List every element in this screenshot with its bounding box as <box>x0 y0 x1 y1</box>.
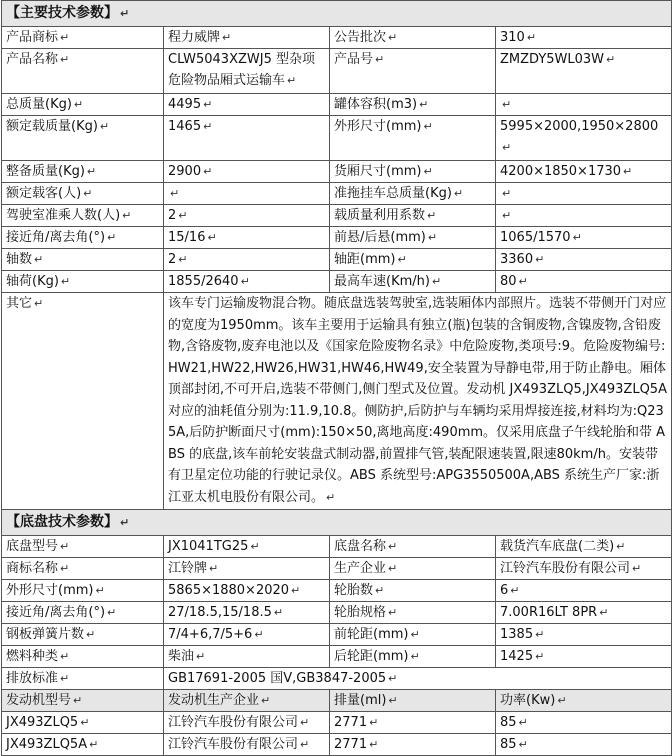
spec-row <box>2 49 672 94</box>
emission-row <box>2 668 672 690</box>
paragraph-mark: ↵ <box>375 584 385 597</box>
param-value <box>164 116 330 161</box>
param-value <box>164 49 330 94</box>
engine-model-text: JX493ZLQ5A <box>6 737 88 752</box>
param-value-text: 2 <box>168 252 177 267</box>
chassis-value <box>164 646 330 668</box>
chassis-value <box>496 646 672 668</box>
paragraph-mark: ↵ <box>423 165 433 178</box>
engine-manufacturer-text: 江铃汽车股份有限公司 <box>168 715 299 730</box>
chassis-value-text: 柴油 <box>168 649 195 664</box>
param-label-text: 最高车速(Km/h) <box>334 274 430 289</box>
paragraph-mark: ↵ <box>99 120 110 133</box>
chassis-label-text: 接近角/离去角(°) <box>6 605 106 620</box>
param-value <box>164 94 330 116</box>
param-value <box>164 249 330 271</box>
param-label <box>2 49 164 94</box>
chassis-row <box>2 558 672 580</box>
param-label-text: 前悬/后悬(mm) <box>334 230 426 245</box>
other-label <box>2 293 164 510</box>
engine-power <box>496 712 672 734</box>
paragraph-mark: ↵ <box>89 738 99 751</box>
chassis-label <box>2 602 164 624</box>
paragraph-mark: ↵ <box>410 628 420 641</box>
engine-power <box>496 734 672 756</box>
chassis-value-text: 6 <box>500 583 509 598</box>
section-title-main <box>2 1 672 27</box>
paragraph-mark: ↵ <box>369 716 379 729</box>
paragraph-mark: ↵ <box>86 165 97 178</box>
chassis-label <box>330 580 496 602</box>
chassis-row <box>2 536 672 558</box>
param-value <box>164 27 330 49</box>
chassis-value-text: 1425 <box>500 649 534 664</box>
emission-value <box>164 668 672 690</box>
engine-row <box>2 712 672 734</box>
param-value-text: 15/16 <box>168 230 206 245</box>
chassis-value <box>496 624 672 646</box>
chassis-value <box>496 602 672 624</box>
paragraph-mark: ↵ <box>254 628 264 641</box>
paragraph-mark: ↵ <box>423 120 433 133</box>
param-label <box>330 49 496 94</box>
param-value <box>496 49 672 94</box>
section-header-main <box>2 1 672 27</box>
engine-column-header <box>164 690 330 712</box>
param-label <box>330 205 496 227</box>
paragraph-mark: ↵ <box>623 165 633 178</box>
param-value-text: 程力威牌 <box>168 30 221 45</box>
param-value <box>496 249 672 271</box>
chassis-label-text: 外形尺寸(mm) <box>6 583 94 598</box>
paragraph-mark: ↵ <box>222 31 232 44</box>
paragraph-mark: ↵ <box>502 141 512 154</box>
engine-column-header <box>2 690 164 712</box>
engine-model <box>2 712 164 734</box>
param-label <box>2 161 164 183</box>
paragraph-mark: ↵ <box>273 606 284 619</box>
paragraph-mark: ↵ <box>80 716 90 729</box>
paragraph-mark: ↵ <box>196 650 206 663</box>
paragraph-mark: ↵ <box>34 297 44 310</box>
emission-label <box>2 668 164 690</box>
engine-model-text: JX493ZLQ5 <box>6 715 79 730</box>
param-label-text: 准拖挂车总质量(Kg) <box>334 186 452 201</box>
param-value <box>164 271 330 293</box>
chassis-value-text: 江铃汽车股份有限公司 <box>500 561 631 576</box>
param-label <box>2 116 164 161</box>
paragraph-mark: ↵ <box>122 209 132 222</box>
param-value-text: 80 <box>500 274 517 289</box>
chassis-label-text: 商标名称 <box>6 561 59 576</box>
chassis-label <box>330 624 496 646</box>
chassis-value <box>164 558 330 580</box>
paragraph-mark: ↵ <box>287 74 297 87</box>
spec-row <box>2 183 672 205</box>
paragraph-mark: ↵ <box>207 231 217 244</box>
chassis-label <box>330 602 496 624</box>
paragraph-mark: ↵ <box>453 187 464 200</box>
section-header-chassis <box>2 510 672 536</box>
param-value <box>164 183 330 205</box>
param-value <box>496 227 672 249</box>
paragraph-mark: ↵ <box>300 716 310 729</box>
param-value <box>496 94 672 116</box>
chassis-label-text: 后轮距(mm) <box>334 649 409 664</box>
spec-sheet <box>1 0 671 756</box>
param-label-text: 轴数 <box>6 252 33 267</box>
paragraph-mark: ↵ <box>73 98 84 111</box>
engine-header-row <box>2 690 672 712</box>
param-label <box>2 271 164 293</box>
paragraph-mark: ↵ <box>34 253 44 266</box>
paragraph-mark: ↵ <box>60 53 70 66</box>
paragraph-mark: ↵ <box>410 650 420 663</box>
paragraph-mark: ↵ <box>60 540 70 553</box>
param-value <box>496 161 672 183</box>
chassis-label-text: 轮胎规格 <box>334 605 387 620</box>
spec-row <box>2 27 672 49</box>
engine-manufacturer-text: 江铃汽车股份有限公司 <box>168 737 299 752</box>
paragraph-mark: ↵ <box>616 540 626 553</box>
paragraph-mark: ↵ <box>599 606 609 619</box>
paragraph-mark: ↵ <box>73 694 83 707</box>
param-value-text: 5995×2000,1950×2800 <box>500 119 659 134</box>
param-label-text: 轴荷(Kg) <box>6 274 59 289</box>
paragraph-mark: ↵ <box>95 584 105 597</box>
param-value <box>496 183 672 205</box>
paragraph-mark: ↵ <box>250 540 260 553</box>
paragraph-mark: ↵ <box>261 694 271 707</box>
section-title-chassis <box>2 510 672 536</box>
chassis-value-text: 7.00R16LT 8PR <box>500 605 598 620</box>
paragraph-mark: ↵ <box>419 98 429 111</box>
engine-displacement <box>330 712 496 734</box>
param-label-text: 额定载客(人) <box>6 186 82 201</box>
param-value-text: 3360 <box>500 252 534 267</box>
param-value <box>496 116 672 161</box>
param-label-text: 罐体容积(m3) <box>334 97 418 112</box>
paragraph-mark: ↵ <box>572 231 582 244</box>
param-value-text: 2900 <box>168 164 202 179</box>
param-label <box>2 27 164 49</box>
chassis-row <box>2 602 672 624</box>
param-label-text: 产品号 <box>334 52 374 67</box>
paragraph-mark: ↵ <box>535 628 545 641</box>
engine-column-header-text: 发动机生产企业 <box>168 693 260 708</box>
spec-row <box>2 227 672 249</box>
paragraph-mark: ↵ <box>300 738 310 751</box>
param-label <box>2 183 164 205</box>
paragraph-mark: ↵ <box>375 53 385 66</box>
chassis-label <box>2 624 164 646</box>
chassis-value <box>496 558 672 580</box>
engine-displacement <box>330 734 496 756</box>
param-label <box>2 249 164 271</box>
chassis-value-text: 27/18.5,15/18.5 <box>168 605 272 620</box>
param-label <box>330 271 496 293</box>
paragraph-mark: ↵ <box>60 31 70 44</box>
chassis-value <box>164 602 330 624</box>
param-label <box>330 94 496 116</box>
engine-model <box>2 734 164 756</box>
chassis-row <box>2 580 672 602</box>
engine-manufacturer <box>164 734 330 756</box>
chassis-label <box>2 558 164 580</box>
param-value <box>164 161 330 183</box>
param-value <box>496 205 672 227</box>
paragraph-mark: ↵ <box>397 253 407 266</box>
spec-row <box>2 205 672 227</box>
paragraph-mark: ↵ <box>170 187 180 200</box>
param-value-text: CLW5043XZWJ5 型杂项危险物品厢式运输车 <box>168 52 315 88</box>
paragraph-mark: ↵ <box>388 540 398 553</box>
chassis-value <box>164 580 330 602</box>
engine-column-header <box>496 690 672 712</box>
paragraph-mark: ↵ <box>60 275 71 288</box>
param-value-text: 310 <box>500 30 525 45</box>
paragraph-mark: ↵ <box>606 53 616 66</box>
paragraph-mark: ↵ <box>203 98 213 111</box>
chassis-row <box>2 624 672 646</box>
paragraph-mark: ↵ <box>388 694 398 707</box>
param-label-text: 货厢尺寸(mm) <box>334 164 422 179</box>
paragraph-mark: ↵ <box>502 98 512 111</box>
emission-label-text: 排放标准 <box>6 671 59 686</box>
chassis-label-text: 生产企业 <box>334 561 387 576</box>
param-label-text: 驾驶室准乘人数(人) <box>6 208 121 223</box>
paragraph-mark: ↵ <box>510 584 520 597</box>
chassis-value <box>164 536 330 558</box>
chassis-value-text: 7/4+6,7/5+6 <box>168 627 253 642</box>
param-value-text: 1465 <box>168 119 202 134</box>
param-value-text: 4200×1850×1730 <box>500 164 622 179</box>
param-label-text: 接近角/离去角(°) <box>6 230 106 245</box>
paragraph-mark: ↵ <box>86 628 96 641</box>
paragraph-mark: ↵ <box>388 672 398 685</box>
paragraph-mark: ↵ <box>60 562 70 575</box>
paragraph-mark: ↵ <box>526 31 537 44</box>
chassis-label <box>2 580 164 602</box>
param-label-text: 产品商标 <box>6 30 59 45</box>
engine-power-text: 85 <box>500 715 517 730</box>
engine-column-header-text: 发动机型号 <box>6 693 72 708</box>
chassis-label <box>2 646 164 668</box>
chassis-value-text: 1385 <box>500 627 534 642</box>
chassis-label-text: 底盘名称 <box>334 539 387 554</box>
paragraph-mark: ↵ <box>60 650 70 663</box>
paragraph-mark: ↵ <box>632 562 642 575</box>
paragraph-mark: ↵ <box>518 738 528 751</box>
paragraph-mark: ↵ <box>120 7 130 20</box>
paragraph-mark: ↵ <box>120 516 130 529</box>
param-value-text: 4495 <box>168 97 202 112</box>
paragraph-mark: ↵ <box>291 584 301 597</box>
param-label-text: 总质量(Kg) <box>6 97 72 112</box>
other-description-text: 该车专门运输废物混合物。随底盘选装驾驶室,选装厢体内部照片。选装不带侧开门对应的宽度为1950mm。该车主要用于运输具有独立(瓶)包装的含铜废物,含镍废物,含铅废物,含铬废物,废弃电池以及《国家危险废物名录》中危险废物,类项号:9。危险废物编号:HW21,HW22,HW26,HW31,HW46,HW49,安全装置为导静电带,用于防止静电。厢体顶部封闭,不可开启,选装不带侧门,侧门型式及位置。发动机 JX493ZLQ5,JX493ZLQ5A 对应的油耗值分别为:11.9,10.8。侧防护,后防护与车辆均采用焊接连接,材料均为:Q235A,后防护断面尺寸(mm):150×50,离地高度:490mm。仅采用底盘子午线轮胎和带 ABS 的底盘,该车前轮安装盘式制动器,前置排气管,装配限速装置,限速80km/h。安装带有卫星定位功能的行驶记录仪。ABS 系统型号:APG3550500A,ABS 系统生产厂家:浙江亚太机电股份有限公司。 <box>168 296 667 505</box>
chassis-value-text: 载货汽车底盘(二类) <box>500 539 615 554</box>
param-label-text: 产品名称 <box>6 52 59 67</box>
param-value-text: 2 <box>168 208 177 223</box>
chassis-row <box>2 646 672 668</box>
emission-value-text: GB17691-2005 国V,GB3847-2005 <box>168 671 387 686</box>
paragraph-mark: ↵ <box>427 231 438 244</box>
paragraph-mark: ↵ <box>502 209 512 222</box>
param-label <box>2 227 164 249</box>
param-value-text: 1855/2640 <box>168 274 239 289</box>
paragraph-mark: ↵ <box>388 606 398 619</box>
paragraph-mark: ↵ <box>203 120 213 133</box>
param-label <box>330 183 496 205</box>
engine-displacement-text: 2771 <box>334 737 368 752</box>
param-label <box>330 116 496 161</box>
param-label <box>2 94 164 116</box>
param-label-text: 公告批次 <box>334 30 387 45</box>
param-value <box>164 205 330 227</box>
param-label <box>2 205 164 227</box>
param-value-text: 1065/1570 <box>500 230 571 245</box>
engine-column-header <box>330 690 496 712</box>
paragraph-mark: ↵ <box>107 606 117 619</box>
chassis-label <box>2 536 164 558</box>
paragraph-mark: ↵ <box>557 694 567 707</box>
param-label-text: 载质量利用系数 <box>334 208 426 223</box>
section-title-main-text: 【主要技术参数】 <box>6 5 118 21</box>
other-description <box>164 293 672 510</box>
chassis-label <box>330 558 496 580</box>
section-title-chassis-text: 【底盘技术参数】 <box>6 514 118 530</box>
chassis-label-text: 钢板弹簧片数 <box>6 627 85 642</box>
paragraph-mark: ↵ <box>240 275 250 288</box>
engine-row <box>2 734 672 756</box>
paragraph-mark: ↵ <box>326 490 336 504</box>
chassis-value-text: 5865×1880×2020 <box>168 583 290 598</box>
paragraph-mark: ↵ <box>83 187 93 200</box>
param-label <box>330 27 496 49</box>
param-label <box>330 227 496 249</box>
paragraph-mark: ↵ <box>107 231 117 244</box>
spec-row <box>2 116 672 161</box>
engine-manufacturer <box>164 712 330 734</box>
paragraph-mark: ↵ <box>60 672 70 685</box>
engine-displacement-text: 2771 <box>334 715 368 730</box>
chassis-value-text: 江铃牌 <box>168 561 208 576</box>
spec-table-body <box>2 1 672 756</box>
param-value-text: ZMZDY5WL03W <box>500 52 605 67</box>
chassis-value <box>164 624 330 646</box>
chassis-label-text: 前轮距(mm) <box>334 627 409 642</box>
chassis-value <box>496 580 672 602</box>
engine-column-header-text: 功率(Kw) <box>500 693 556 708</box>
paragraph-mark: ↵ <box>178 209 188 222</box>
engine-column-header-text: 排量(ml) <box>334 693 387 708</box>
param-label-text: 额定载质量(Kg) <box>6 119 98 134</box>
paragraph-mark: ↵ <box>369 738 379 751</box>
other-label-text: 其它 <box>6 296 33 311</box>
paragraph-mark: ↵ <box>427 209 437 222</box>
chassis-label-text: 燃料种类 <box>6 649 59 664</box>
param-value <box>496 27 672 49</box>
paragraph-mark: ↵ <box>431 275 442 288</box>
paragraph-mark: ↵ <box>535 253 545 266</box>
chassis-value <box>496 536 672 558</box>
param-value <box>496 271 672 293</box>
chassis-value-text: JX1041TG25 <box>168 539 249 554</box>
param-label-text: 外形尺寸(mm) <box>334 119 422 134</box>
paragraph-mark: ↵ <box>518 716 528 729</box>
param-value <box>164 227 330 249</box>
chassis-label-text: 底盘型号 <box>6 539 59 554</box>
paragraph-mark: ↵ <box>178 253 188 266</box>
engine-power-text: 85 <box>500 737 517 752</box>
paragraph-mark: ↵ <box>203 165 213 178</box>
paragraph-mark: ↵ <box>209 562 219 575</box>
paragraph-mark: ↵ <box>388 562 398 575</box>
param-label <box>330 161 496 183</box>
param-label <box>330 249 496 271</box>
spec-row-other <box>2 293 672 510</box>
param-label-text: 整备质量(Kg) <box>6 164 85 179</box>
paragraph-mark: ↵ <box>535 650 545 663</box>
param-label-text: 轴距(mm) <box>334 252 396 267</box>
spec-row <box>2 249 672 271</box>
spec-row <box>2 94 672 116</box>
paragraph-mark: ↵ <box>388 31 398 44</box>
spec-row <box>2 271 672 293</box>
chassis-label <box>330 646 496 668</box>
spec-row <box>2 161 672 183</box>
paragraph-mark: ↵ <box>502 187 512 200</box>
spec-table <box>1 0 672 756</box>
paragraph-mark: ↵ <box>518 275 528 288</box>
chassis-label-text: 轮胎数 <box>334 583 374 598</box>
chassis-label <box>330 536 496 558</box>
